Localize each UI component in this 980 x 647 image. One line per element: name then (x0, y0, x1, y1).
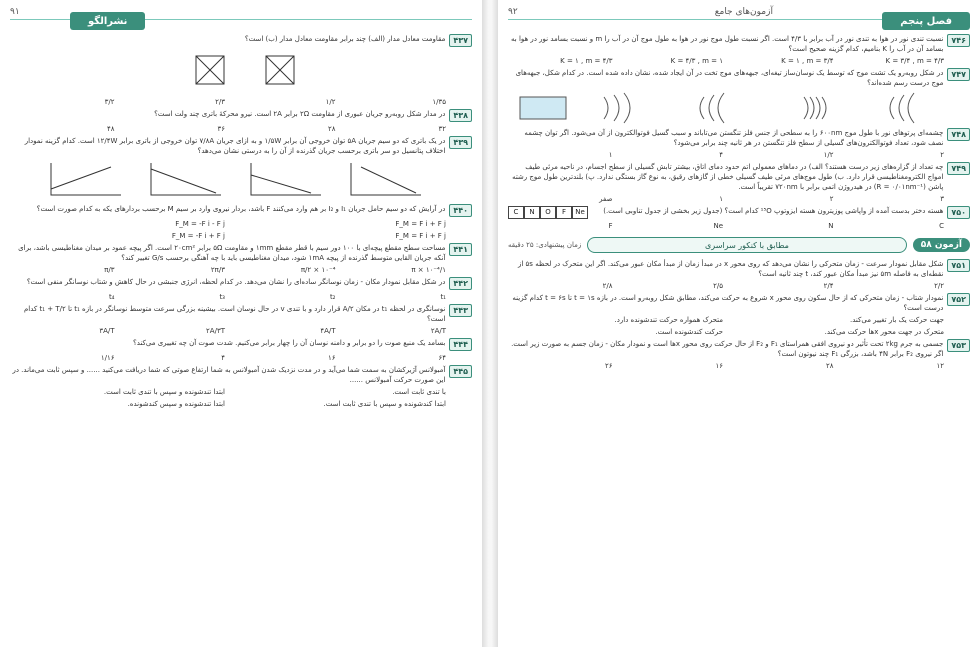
option[interactable]: π/۲ × ۱۰⁻⁴ (300, 266, 336, 274)
options-752 (508, 315, 970, 337)
options-440 (10, 219, 472, 241)
left-questions (10, 34, 472, 639)
cell: C (508, 206, 524, 219)
options-749 (508, 194, 970, 204)
option[interactable]: F (608, 222, 613, 230)
cell: Ne (572, 206, 588, 219)
question-749 (508, 162, 970, 192)
question-752 (508, 293, 970, 313)
option[interactable]: ۲A/۳T (206, 327, 225, 335)
option[interactable]: ۳A/T (99, 327, 115, 335)
question-746 (508, 34, 970, 54)
option[interactable]: ۲/۸ (602, 282, 613, 290)
question-text: جسمی به جرم ۲kg تحت تأثیر دو نیروی افقی همراستای F₁ و F₂ از حال حرکت روی محور x‌ها است و نمودار مکان - زمان جسم به صورت زیر است. اگر نیروی F₂ برابر ۴N باشد، بزرگی F₁ چند نیوتون است؟ (511, 340, 944, 358)
options-748 (508, 150, 970, 160)
option[interactable]: ابتدا کندشونده و سپس با تندی ثابت است. (323, 400, 446, 408)
right-questions (508, 34, 970, 639)
option[interactable]: ۴ (221, 354, 225, 362)
option[interactable]: t₃ (219, 293, 225, 301)
vi-graphs-figure (10, 158, 472, 202)
question-number: ۷۴۸ (947, 128, 970, 141)
option[interactable]: ۴ (719, 151, 723, 159)
option[interactable]: K = ۳/۴ , m = ۴/۳ (885, 57, 944, 65)
question-number: ۴۴۱ (449, 243, 472, 256)
option[interactable]: ۲۶ (604, 362, 613, 370)
option[interactable]: ۴A/T (320, 327, 336, 335)
options-441 (10, 265, 472, 275)
question-439 (10, 136, 472, 156)
question-444 (10, 338, 472, 351)
left-page-number: ۹۱ (10, 6, 20, 17)
option[interactable]: ۲/۳ (215, 98, 225, 106)
option[interactable]: F_M = -F i - F j (175, 220, 225, 228)
option[interactable]: ۱ (608, 151, 613, 159)
question-text: چشمه‌ای پرتوهای نور با طول موج ۶۰۰nm را به سطحی از جنس فلز تنگستن می‌تاباند و سبب گسیل فوتوالکترون از آن می‌شود. اگر توان چشمه نصف شود، تعداد فوتوالکترون‌های گسیلی از سطح فلز تنگستن در هر ثانیه چند برابر می‌شود؟ (524, 129, 944, 147)
question-441 (10, 243, 472, 263)
vi-graphs (31, 159, 451, 201)
question-number: ۷۵۳ (947, 339, 970, 352)
question-number: ۷۵۲ (947, 293, 970, 306)
option[interactable]: ۲/۵ (713, 282, 723, 290)
option[interactable]: حرکت کندشونده است. (655, 328, 723, 336)
question-text: بسامد یک منبع صوت را دو برابر و دامنه نوسان آن را چهار برابر می‌کنیم. شدت صوت آن چه تغییری می‌کند؟ (133, 339, 446, 347)
question-text: در آرایش که دو سیم حامل جریان I₁ و I₂ بر هم وارد می‌کنند F باشد، بردار نیروی وارد بر سیم M برحسب بردارهای یکه به کدام صورت است؟ (36, 205, 446, 213)
option[interactable]: F_M = F i + F j (395, 220, 446, 228)
option[interactable]: جهت حرکت یک بار تغییر می‌کند. (850, 316, 944, 324)
option[interactable]: متحرک همواره حرکت تندشونده دارد. (614, 316, 723, 324)
option[interactable]: صفر (599, 195, 613, 203)
right-header-label: فصل پنجم (882, 12, 970, 30)
options-746 (508, 56, 970, 66)
option[interactable]: ابتدا تندشونده و سپس با تندی ثابت است. (103, 388, 225, 396)
option[interactable]: K = ۴/۳ , m = ۱ (670, 57, 723, 65)
cell: O (540, 206, 556, 219)
question-number: ۴۴۲ (449, 277, 472, 290)
question-number: ۴۴۰ (449, 204, 472, 217)
question-text: در شکل مقابل نمودار مکان - زمان نوسانگر ساده‌ای را نشان می‌دهد. در کدام لحظه، انرژی جنبشی در حال کاهش و شتاب نوسانگر منفی است؟ (26, 278, 446, 286)
question-number: ۷۴۷ (947, 68, 970, 81)
option[interactable]: t₂ (329, 293, 336, 301)
options-443 (10, 326, 472, 336)
question-text: آمبولانس آژیرکشان به سمت شما می‌آید و در مدت نزدیک شدن آمبولانس به شما ارتفاع صوتی که شما دریافت می‌کنید ...... و سپس ثابت می‌ماند. در این صورت حرکت آمبولانس ...... (12, 366, 446, 384)
option[interactable]: ۱/۱۶ (100, 354, 115, 362)
options-442 (10, 292, 472, 302)
question-text: در شکل روبه‌رو یک تشت موج که توسط یک نوسان‌ساز تیغه‌ای، جبهه‌های موج تخت در آن ایجاد شده، نشان داده شده است. در کدام شکل، جبهه‌های موج درست رسم شده‌اند؟ (515, 69, 944, 87)
option[interactable]: K = ۱ , m = ۴/۳ (560, 57, 613, 65)
option[interactable]: ۳۲ (438, 125, 446, 133)
option[interactable]: C (939, 222, 944, 230)
question-437 (10, 34, 472, 47)
option[interactable]: ۲/۲ (934, 282, 944, 290)
exam-title: مطابق با کنکور سراسری (587, 237, 906, 253)
options-751 (508, 281, 970, 291)
question-text: هسته دختر بدست آمده از واپاشی پوزیترون هسته ایزوتوپ ¹⁵O کدام است؟ (جدول زیر بخشی از جدول تناوبی است.) (603, 207, 944, 215)
option[interactable]: ۲ (829, 195, 834, 203)
question-text: نمودار شتاب - زمان متحرکی که از حال سکون روی محور x شروع به حرکت می‌کند، مطابق شکل روبه‌رو است. در بازه t = ۱s تا t = ۶s کدام گزینه درست است؟ (512, 294, 944, 312)
question-number: ۴۴۵ (449, 365, 472, 378)
options-445 (10, 387, 472, 409)
resistor-networks-figure (10, 49, 472, 95)
question-number: ۷۴۶ (947, 34, 970, 47)
option[interactable]: ۲۸ (825, 362, 834, 370)
exam-banner (508, 237, 970, 253)
options-444 (10, 353, 472, 363)
question-443 (10, 304, 472, 324)
question-text: شکل مقابل نمودار سرعت - زمان متحرکی را نشان می‌دهد که روی محور x در مبدأ زمان از مبدأ مکان عبور می‌کند. اگر این متحرک در لحظه ۵s از نقطه‌ای به فاصله ۵m نیز مبدأ مکان عبور کند، t چند ثانیه است؟ (517, 260, 944, 278)
cell: N (524, 206, 540, 219)
question-747 (508, 68, 970, 88)
wavefronts-figure (508, 90, 970, 126)
option[interactable]: t₁ (440, 293, 446, 301)
option[interactable]: Ne (713, 222, 723, 230)
option[interactable]: ۲π/۳ (210, 266, 225, 274)
option[interactable]: F_M = F i + F j (395, 232, 446, 240)
right-page (498, 0, 980, 647)
question-text: چه تعداد از گزاره‌های زیر درست هستند؟ الف) در دماهای معمولی اتم حدود دمای اتاق، بیشتر تابش گسیلی از سطح اجسام، در ناحیه مرئی طیف امواج الکترومغناطیسی قرار دارد. ب) طول موج‌های مرئی طیف گسیلی خطی از گازهای رقیق، به نوع گاز بستگی ندارد. پ) بلندترین طول موج رشته پاشن (R = ۰/۰۱nm⁻¹) در هیدروژن اتمی برابر با ۷۲۰nm تقریباً است. (512, 163, 944, 191)
cell: F (556, 206, 572, 219)
exam-badge: آزمون ۵۸ (913, 238, 970, 252)
question-number: ۴۳۷ (449, 34, 472, 47)
options-437 (10, 97, 472, 107)
question-number: ۷۵۱ (947, 259, 970, 272)
question-440 (10, 204, 472, 217)
question-text: مساحت سطح مقطع پیچه‌ای با ۱۰۰ دور سیم با قطر مقطع ۱mm و مقاومت ۵Ω برابر ۲۰cm² است. اگر پیچه عمود بر میدان مغناطیسی باشد، برای آنکه جریان القایی متوسط گذرنده از پیچه ۱mA شود، میدان مغناطیسی باید با چه آهنگی برحسب G/s تغییر کند؟ (18, 244, 446, 262)
option[interactable]: ۲۸ (327, 125, 336, 133)
option[interactable]: ۱/π × ۱۰⁻⁴ (411, 266, 446, 274)
question-text: در یک باتری که دو سیم جریان ۵A توان خروجی آن برابر ۱/۵W و به ازای جریان ۷/۸A توان خروجی از باتری برابر ۱۲/۴W است. کدام گزینه نمودار اختلاف پتانسیل دو سر باتری برحسب جریان گذرنده از آن را به درستی نشان می‌دهد؟ (24, 137, 446, 155)
option[interactable]: F_M = -F i + F j (171, 232, 225, 240)
option[interactable]: ۳۶ (217, 125, 225, 133)
question-number: ۴۳۹ (449, 136, 472, 149)
question-438 (10, 109, 472, 122)
question-text: در مدار شکل روبه‌رو جریان عبوری از مقاومت ۲Ω برابر ۲A است. نیرو محرکهٔ باتری چند ولت است؟ (154, 110, 446, 118)
option[interactable]: N (828, 222, 834, 230)
question-753 (508, 339, 970, 359)
option[interactable]: t₄ (108, 293, 115, 301)
option[interactable]: متحرک در جهت محور x‌ها حرکت می‌کند. (824, 328, 944, 336)
question-text: نوسانگری در لحظه t₁ در مکان A/۲ قرار دارد و با تندی v در حال نوسان است. بیشینه بزرگی سرعت متوسط نوسانگر در بازه t₁ تا t₁ + T/۲ کدام است؟ (23, 305, 446, 323)
question-442 (10, 277, 472, 290)
left-header-label: نشرالگو (70, 12, 145, 30)
option[interactable]: ۱ (719, 195, 723, 203)
option[interactable]: با تندی ثابت است. (392, 388, 446, 396)
option[interactable]: ۲ (940, 151, 944, 159)
exam-time: زمان پیشنهادی: ۲۵ دقیقه (508, 241, 582, 249)
right-page-number: ۹۲ (508, 6, 518, 17)
question-750 (508, 206, 970, 219)
question-number: ۴۳۸ (449, 109, 472, 122)
question-445 (10, 365, 472, 385)
left-page (0, 0, 482, 647)
question-number: ۷۴۹ (947, 162, 970, 175)
options-750 (508, 221, 970, 231)
option[interactable]: ۱۲ (936, 362, 944, 370)
circuit-diagram (166, 50, 316, 94)
option[interactable]: ۲A/T (430, 327, 446, 335)
options-438 (10, 124, 472, 134)
right-header-center: آزمون‌های جامع (714, 6, 773, 17)
option[interactable]: ابتدا تندشونده و سپس کندشونده. (127, 400, 225, 408)
option[interactable]: ۱/۳۵ (432, 98, 446, 106)
option[interactable]: K = ۱ , m = ۳/۴ (781, 57, 834, 65)
option[interactable]: ۴۸ (106, 125, 115, 133)
question-text: نسبت تندی نور در هوا به تندی نور در آب برابر با ۴/۳ است. اگر نسبت طول موج نور در هوا به طول موج آن در آب را m و نسبت بسامد نور در هوا به بسامد آن در آب را K بنامیم، کدام گزینه صحیح است؟ (511, 35, 944, 53)
option[interactable]: ۶۴ (438, 354, 446, 362)
option[interactable]: ۳ (940, 195, 944, 203)
options-753 (508, 361, 970, 371)
option[interactable]: ۲/۴ (823, 282, 834, 290)
question-number: ۴۴۳ (449, 304, 472, 317)
option[interactable]: ۱/۲ (325, 98, 336, 106)
question-number: ۷۵۰ (947, 206, 970, 219)
wavefronts-diagram (514, 91, 964, 125)
periodic-table-cells (508, 206, 588, 219)
option[interactable]: ۱/۲ (823, 151, 834, 159)
book-spine (482, 0, 498, 647)
question-751 (508, 259, 970, 279)
question-number: ۴۴۴ (449, 338, 472, 351)
question-text: مقاومت معادل مدار (الف) چند برابر مقاومت معادل مدار (ب) است؟ (244, 35, 446, 43)
question-748 (508, 128, 970, 148)
option[interactable]: π/۳ (104, 266, 115, 274)
option[interactable]: ۱۶ (715, 362, 723, 370)
option[interactable]: ۳/۲ (104, 98, 115, 106)
option[interactable]: ۱۶ (327, 354, 336, 362)
